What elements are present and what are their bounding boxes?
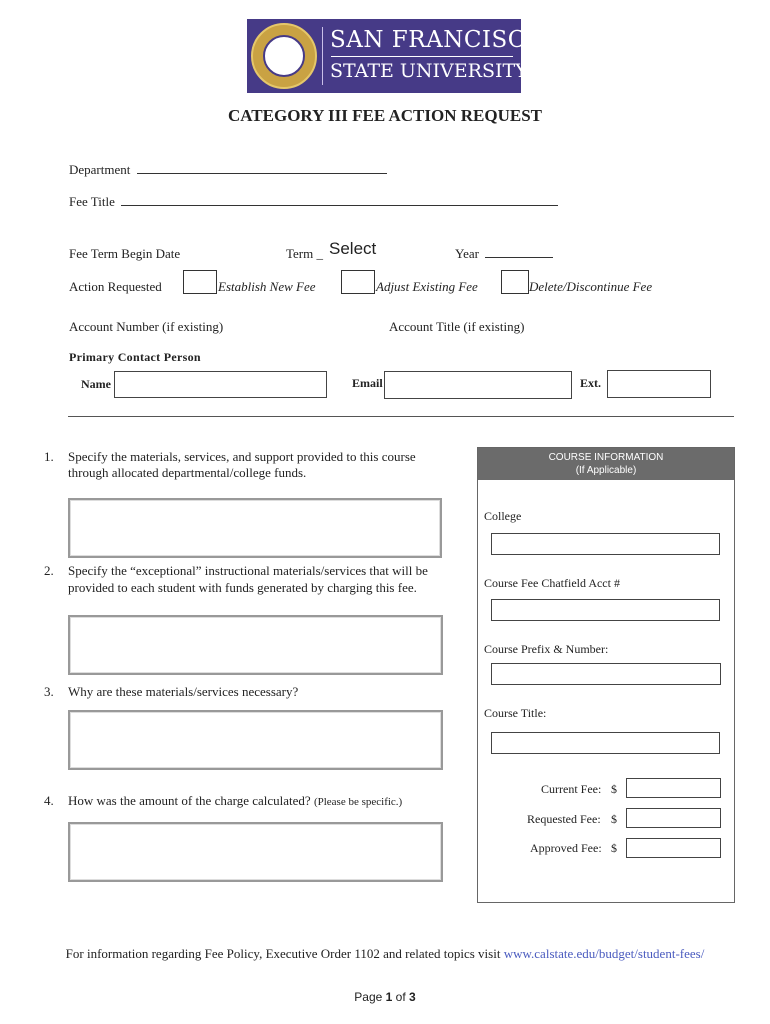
department-row — [69, 162, 387, 178]
account-title-label: Account Title (if existing) — [389, 319, 525, 334]
page-of: of — [395, 990, 406, 1004]
question-1-line2: through allocated departmental/college funds. — [68, 465, 307, 480]
question-1-line1: Specify the materials, services, and support provided to this course — [68, 449, 416, 464]
year-label: Year — [455, 246, 479, 261]
approved-fee-label: Approved Fee: — [530, 841, 602, 855]
department-label: Department — [69, 162, 131, 177]
contact-name-label: Name — [81, 377, 111, 391]
question-4-note: (Please be specific.) — [313, 796, 403, 808]
fee-title-field[interactable] — [121, 195, 558, 206]
question-2-line2: provided to each student with funds generated by charging this fee. — [68, 580, 417, 595]
college-label: College — [484, 509, 522, 523]
fee-title-row — [69, 194, 558, 210]
question-2-answer[interactable] — [68, 615, 443, 675]
current-fee-label: Current Fee: — [541, 782, 602, 796]
current-fee-currency: $ — [611, 782, 617, 796]
question-3-answer[interactable] — [68, 710, 443, 770]
question-4-answer[interactable] — [68, 822, 443, 882]
question-2-line1: Specify the “exceptional” instructional materials/services that will be — [68, 563, 428, 578]
chatfield-acct-input[interactable] — [491, 599, 720, 621]
chatfield-acct-label: Course Fee Chatfield Acct # — [484, 576, 620, 590]
university-logo — [247, 19, 546, 93]
page-current: 1 — [385, 990, 393, 1004]
form-title: CATEGORY III FEE ACTION REQUEST — [228, 106, 542, 125]
requested-fee-label: Requested Fee: — [527, 812, 601, 826]
department-field[interactable] — [137, 163, 387, 174]
question-1-number: 1. — [44, 449, 54, 464]
question-4-text — [68, 793, 402, 809]
approved-fee-currency: $ — [611, 841, 617, 855]
establish-new-fee-checkbox[interactable] — [183, 270, 217, 294]
question-4-number: 4. — [44, 793, 54, 808]
term-select[interactable]: Select — [329, 239, 377, 258]
requested-fee-input[interactable] — [626, 808, 721, 828]
university-seal — [251, 23, 317, 89]
question-1-answer[interactable] — [68, 498, 442, 558]
term-label: Term _ — [286, 246, 323, 261]
section-divider — [68, 416, 734, 417]
course-information-header — [478, 448, 734, 480]
course-information-title: COURSE INFORMATION — [548, 452, 664, 463]
question-3-number: 3. — [44, 684, 54, 699]
contact-email-input[interactable] — [384, 371, 572, 399]
approved-fee-input[interactable] — [626, 838, 721, 858]
course-title-label: Course Title: — [484, 706, 547, 720]
primary-contact-heading: Primary Contact Person — [69, 350, 201, 364]
delete-discontinue-fee-checkbox[interactable] — [501, 270, 529, 294]
requested-fee-currency: $ — [611, 812, 617, 826]
delete-discontinue-fee-label: Delete/Discontinue Fee — [529, 279, 653, 294]
page-number — [0, 990, 770, 1004]
fee-term-begin-label: Fee Term Begin Date — [69, 246, 181, 261]
footer-info — [0, 946, 770, 962]
contact-email-label: Email — [352, 376, 383, 390]
page-total: 3 — [409, 990, 416, 1004]
footer-link[interactable]: www.calstate.edu/budget/student-fees/ — [503, 946, 705, 961]
current-fee-input[interactable] — [626, 778, 721, 798]
footer-text: For information regarding Fee Policy, Executive Order 1102 and related topics visit — [65, 946, 501, 961]
course-prefix-input[interactable] — [491, 663, 721, 685]
action-requested-label: Action Requested — [69, 279, 162, 294]
college-input[interactable] — [491, 533, 720, 555]
adjust-existing-fee-checkbox[interactable] — [341, 270, 375, 294]
course-information-subtitle: (If Applicable) — [575, 465, 637, 476]
establish-new-fee-label: Establish New Fee — [218, 279, 316, 294]
year-field[interactable] — [485, 247, 553, 258]
logo-line2: STATE UNIVERSITY — [330, 60, 528, 82]
question-2-number: 2. — [44, 563, 54, 578]
adjust-existing-fee-label: Adjust Existing Fee — [376, 279, 478, 294]
question-3-line1: Why are these materials/services necessary? — [68, 684, 299, 699]
logo-line1: SAN FRANCISCO — [330, 27, 546, 53]
year-row — [455, 246, 553, 262]
account-number-label: Account Number (if existing) — [69, 319, 224, 334]
course-title-input[interactable] — [491, 732, 720, 754]
contact-ext-input[interactable] — [607, 370, 711, 398]
contact-ext-label: Ext. — [580, 376, 601, 390]
contact-name-input[interactable] — [114, 371, 327, 398]
question-4-line1: How was the amount of the charge calculated? — [68, 793, 311, 808]
page-prefix: Page — [354, 990, 383, 1004]
fee-title-label: Fee Title — [69, 194, 115, 209]
course-prefix-label: Course Prefix & Number: — [484, 642, 609, 656]
